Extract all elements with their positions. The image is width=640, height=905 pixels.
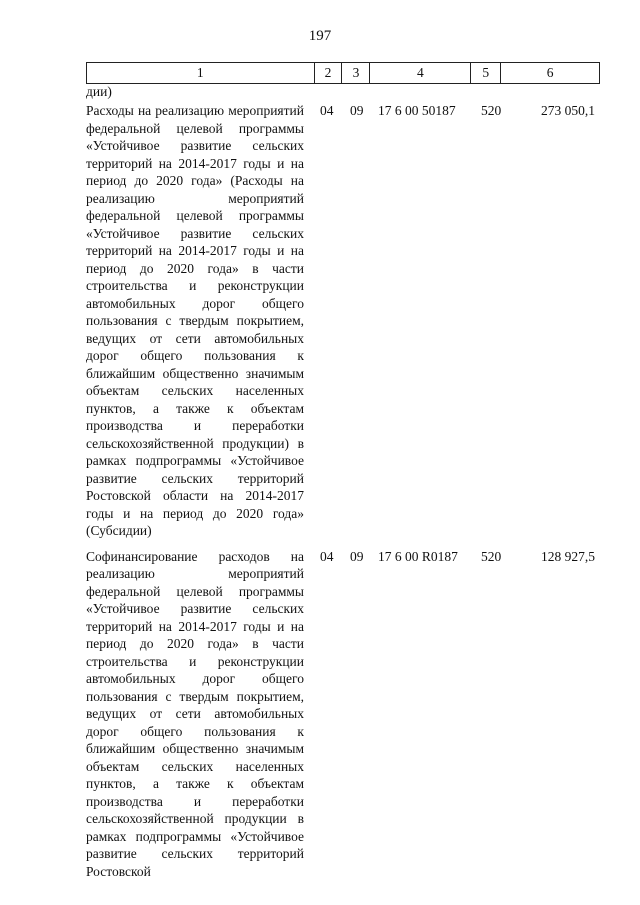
table-row — [86, 102, 600, 540]
header-col-3: 3 — [342, 63, 370, 84]
table-row — [86, 548, 600, 881]
row-section-code: 04 — [320, 103, 334, 118]
column-header-table — [86, 62, 600, 84]
header-col-4: 4 — [370, 63, 471, 84]
continuation-text: дии) — [86, 84, 112, 99]
row-expense-type: 520 — [481, 103, 502, 118]
row-target-code: 17 6 00 R0187 — [378, 548, 458, 564]
row-amount: 273 050,1 — [541, 103, 595, 118]
row-subsection-code: 09 — [350, 548, 364, 564]
row-expense-type: 520 — [481, 548, 502, 564]
header-row — [87, 63, 600, 84]
header-col-1: 1 — [87, 63, 315, 84]
row-amount: 128 927,5 — [541, 548, 595, 564]
row-subsection-code: 09 — [350, 103, 364, 118]
row-description: Расходы на реализацию мероприятий федеральной целевой программы «Устойчивое развитие сельских территорий на 2014-2017 годы и на период до 2020 года» (Расходы на реализацию мероприятий федеральной целевой программы «Устойчивое развитие сельских территорий на 2014-2017 годы и на период до 2020 года» в части строительства и реконструкции автомобильных дорог общего пользования с твердым покрытием, ведущих от сети автомобильных дорог общего пользования к ближайшим общественно значимым объектам сельских населенных пунктов, а также к объектам производства и переработки сельскохозяйственной продукции) в рамках подпрограммы «Устойчивое развитие сельских территорий Ростовской области на 2014-2017 годы и на период до 2020 года» (Субсидии) — [86, 103, 304, 538]
page-number: 197 — [308, 28, 332, 44]
header-col-6: 6 — [501, 63, 600, 84]
header-col-5: 5 — [471, 63, 501, 84]
row-target-code: 17 6 00 50187 — [378, 103, 456, 118]
table-body — [86, 84, 600, 880]
row-description: Софинансирование расходов на реализацию мероприятий федеральной целевой программы «Устойчивое развитие сельских территорий на 2014-2017 годы и на период до 2020 года» в части строительства и реконструкции автомобильных дорог общего пользования с твердым покрытием, ведущих от сети автомобильных дорог общего пользования к ближайшим общественно значимым объектам сельских населенных пунктов, а также к объектам производства и переработки сельскохозяйственной продукции в рамках подпрограммы «Устойчивое развитие сельских территорий Ростовской — [86, 548, 304, 879]
row-section-code: 04 — [320, 548, 334, 564]
header-col-2: 2 — [314, 63, 342, 84]
